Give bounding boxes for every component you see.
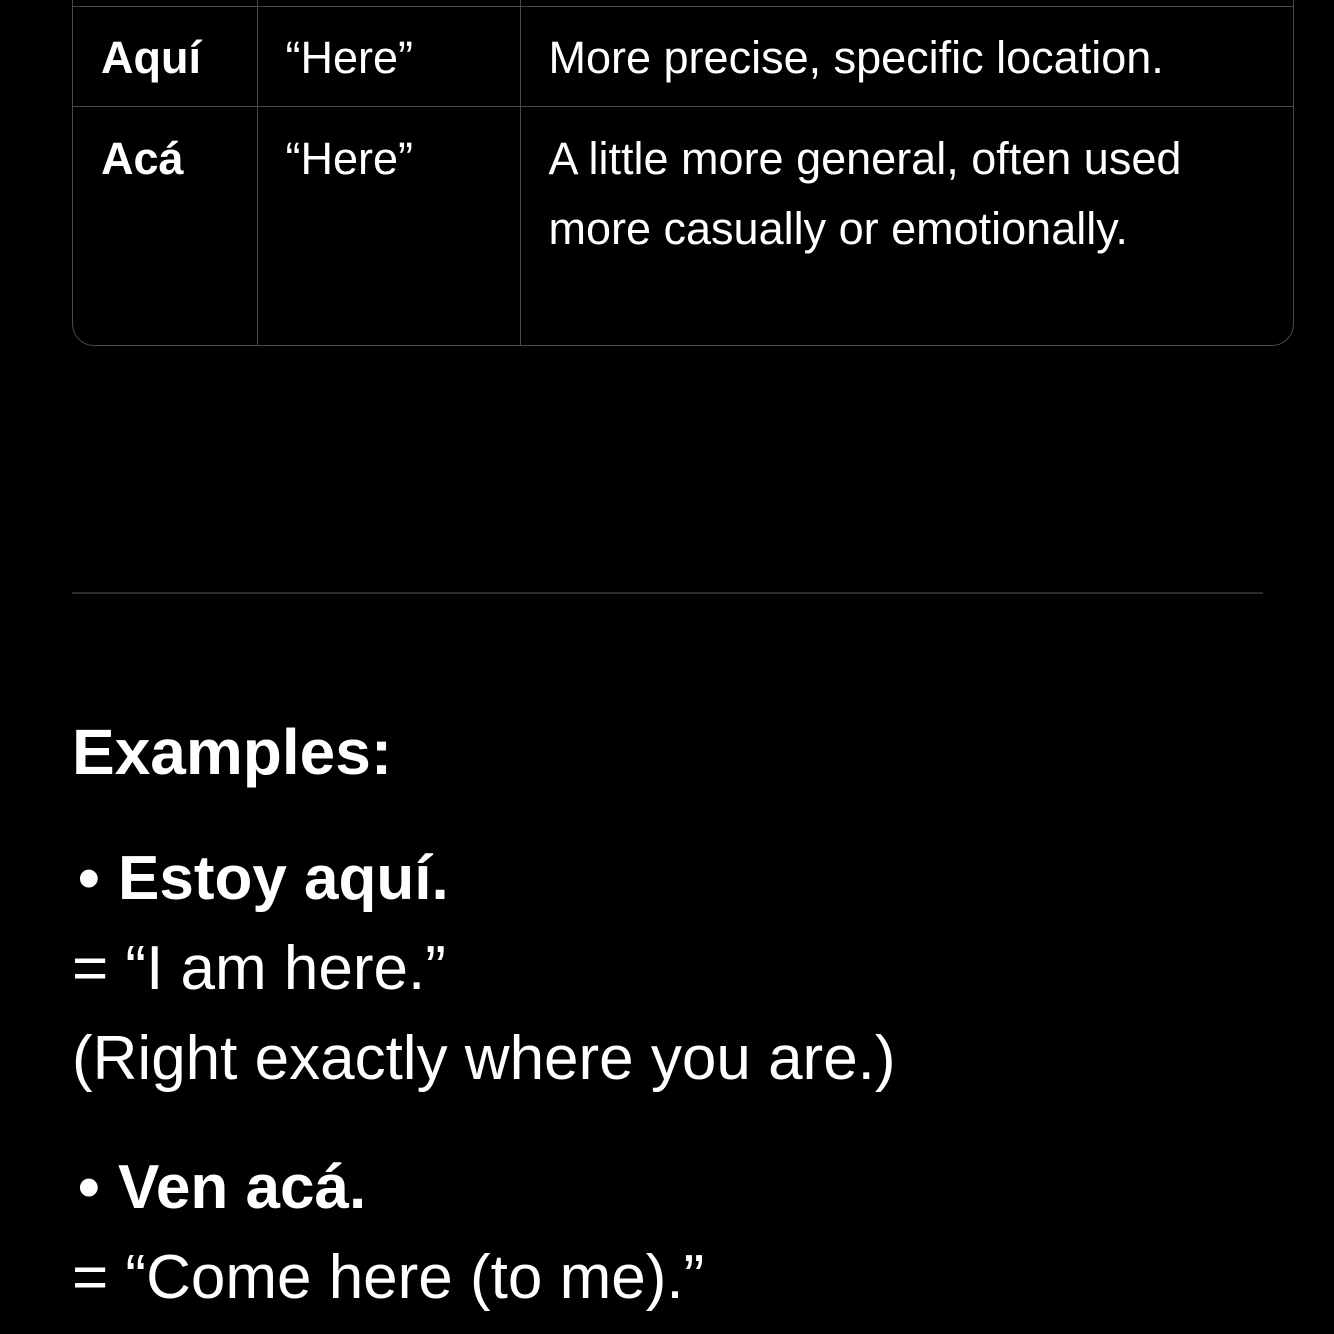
meaning-cell: “Here”: [257, 106, 520, 346]
table-row: [73, 106, 1293, 346]
meaning-cell: “Here”: [257, 6, 520, 106]
nuance-cell: A little more general, often used more casually or emotionally.: [548, 132, 1182, 254]
example-note: (Right exactly where you are.): [72, 1024, 896, 1093]
example-sentence-line: [72, 1143, 704, 1233]
example-translation: = “Come here (to me).”: [72, 1243, 705, 1312]
example-spanish: Estoy aquí.: [118, 844, 449, 913]
example-sentence-line: [72, 834, 896, 924]
word-cell: Acá: [73, 106, 257, 346]
bullet-icon: •: [78, 1153, 100, 1222]
example-translation: = “I am here.”: [72, 934, 446, 1003]
example-item: [72, 834, 896, 1104]
example-spanish: Ven acá.: [118, 1153, 367, 1222]
comparison-table: [72, 0, 1294, 346]
table-row: [73, 6, 1293, 106]
section-divider: [72, 592, 1263, 594]
bullet-icon: •: [78, 844, 100, 913]
word-cell: Aquí: [73, 6, 257, 106]
example-item: [72, 1143, 704, 1323]
nuance-cell: More precise, specific location.: [520, 6, 1293, 106]
examples-heading: Examples:: [72, 716, 393, 788]
